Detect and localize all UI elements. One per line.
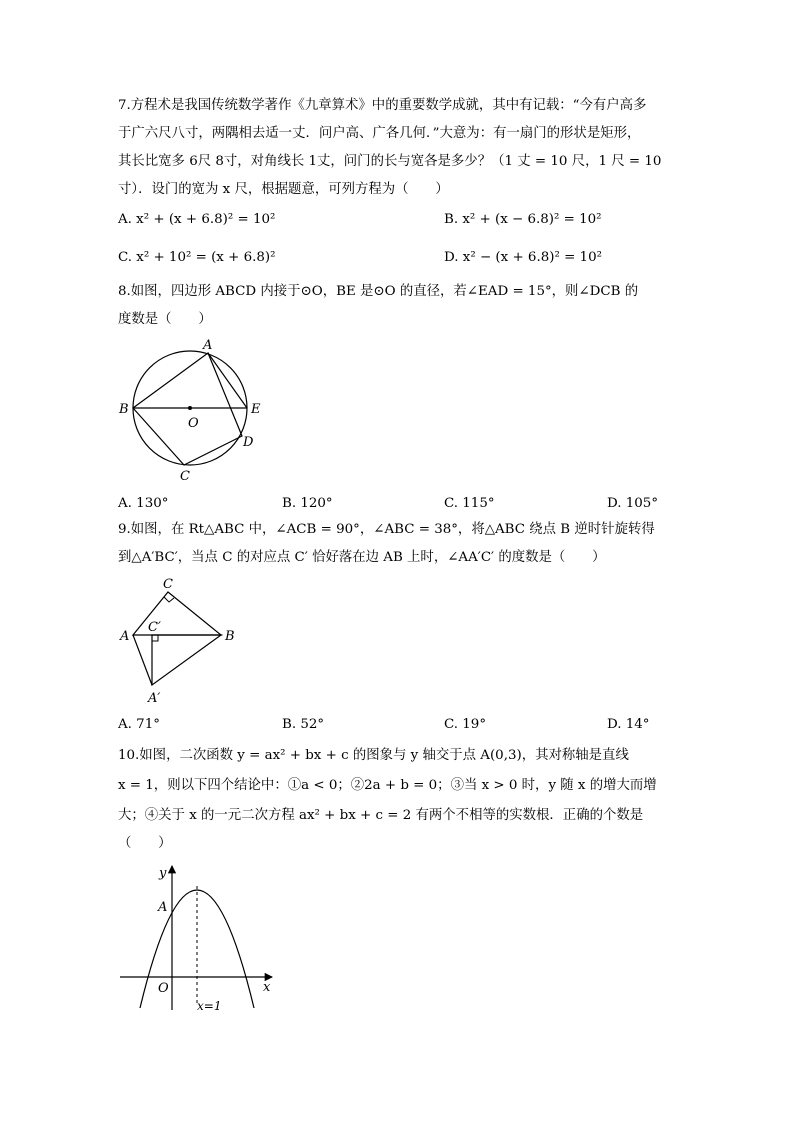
- q9-option-d[interactable]: D. 14°: [607, 717, 650, 732]
- q8-circle-figure: [112, 332, 274, 484]
- q8-option-b[interactable]: B. 120°: [282, 496, 333, 511]
- label-a: A: [120, 629, 130, 644]
- q8-line-1: 8.如图，四边形 ABCD 内接于⊙O，BE 是⊙O 的直径，若∠EAD = 15°，则∠DCB 的: [118, 284, 639, 299]
- right-angle-mark-c-prime: [152, 635, 158, 641]
- q8-option-a[interactable]: A. 130°: [118, 496, 169, 511]
- label-o: O: [158, 981, 169, 996]
- q7-option-b[interactable]: B. x² + (x − 6.8)² = 10²: [444, 212, 602, 227]
- label-b: B: [119, 402, 129, 417]
- q7-option-c[interactable]: C. x² + 10² = (x + 6.8)²: [118, 250, 276, 265]
- q9-option-b[interactable]: B. 52°: [282, 717, 325, 732]
- label-e: E: [251, 402, 261, 417]
- q9-line-2: 到△A′BC′，当点 C 的对应点 C′ 恰好落在边 AB 上时，∠AA′C′ 的度数是（ ）: [118, 550, 606, 565]
- label-a-prime: A′: [148, 691, 161, 706]
- label-o: O: [188, 416, 199, 431]
- q10-line-3: 大；④关于 x 的一元二次方程 ax² + bx + c = 2 有两个不相等的实数根．正确的个数是: [118, 808, 644, 823]
- q10-line-2: x = 1，则以下四个结论中：①a < 0；②2a + b = 0；③当 x > 0 时，y 随 x 的增大而增: [118, 778, 657, 793]
- q8-line-2: 度数是（ ）: [118, 312, 212, 327]
- q10-line-4: （ ）: [118, 836, 172, 851]
- label-x: x: [263, 980, 271, 995]
- q7-line-3: 其长比宽多 6尺 8寸，对角线长 1丈，问门的长与宽各是多少？（1 丈 = 10 尺，1 尺 = 10: [118, 154, 662, 169]
- label-axis-of-symmetry: x=1: [197, 999, 222, 1013]
- label-a: A: [158, 900, 168, 915]
- q9-option-c[interactable]: C. 19°: [444, 717, 487, 732]
- q7-option-a[interactable]: A. x² + (x + 6.8)² = 10²: [118, 212, 276, 227]
- q7-option-d[interactable]: D. x² − (x + 6.8)² = 10²: [444, 250, 602, 265]
- segment-a-a-prime: [133, 635, 152, 685]
- center-point: [188, 406, 192, 410]
- triangle-abc: [133, 592, 221, 635]
- q7-line-1: 7.方程术是我国传统数学著作《九章算术》中的重要数学成就，其中有记载：“今有户高多: [118, 98, 647, 113]
- q7-line-2: 于广六尺八寸，两隅相去适一丈．问户高、广各几何．”大意为：有一扇门的形状是矩形，: [118, 126, 641, 141]
- label-y: y: [159, 866, 167, 881]
- q9-option-a[interactable]: A. 71°: [118, 717, 160, 732]
- label-d: D: [243, 435, 254, 450]
- q9-line-1: 9.如图，在 Rt△ABC 中，∠ACB = 90°，∠ABC = 38°，将△ABC 绕点 B 逆时针旋转得: [118, 522, 655, 537]
- label-b: B: [225, 629, 235, 644]
- label-c: C: [163, 577, 173, 592]
- right-angle-mark-c: [164, 597, 174, 602]
- q8-option-d[interactable]: D. 105°: [607, 496, 659, 511]
- label-c: C: [180, 469, 190, 484]
- q8-option-c[interactable]: C. 115°: [444, 496, 495, 511]
- q7-line-4: 寸）．设门的宽为 x 尺，根据题意，可列方程为（ ）: [118, 182, 449, 197]
- triangle-a-prime-b-c-prime: [152, 635, 221, 685]
- label-c-prime: C′: [148, 620, 161, 635]
- label-a: A: [203, 338, 213, 353]
- q10-parabola-figure: [112, 858, 284, 1016]
- q9-triangle-figure: [112, 572, 248, 710]
- q10-line-1: 10.如图，二次函数 y = ax² + bx + c 的图象与 y 轴交于点 A(0,3)，其对称轴是直线: [118, 748, 629, 763]
